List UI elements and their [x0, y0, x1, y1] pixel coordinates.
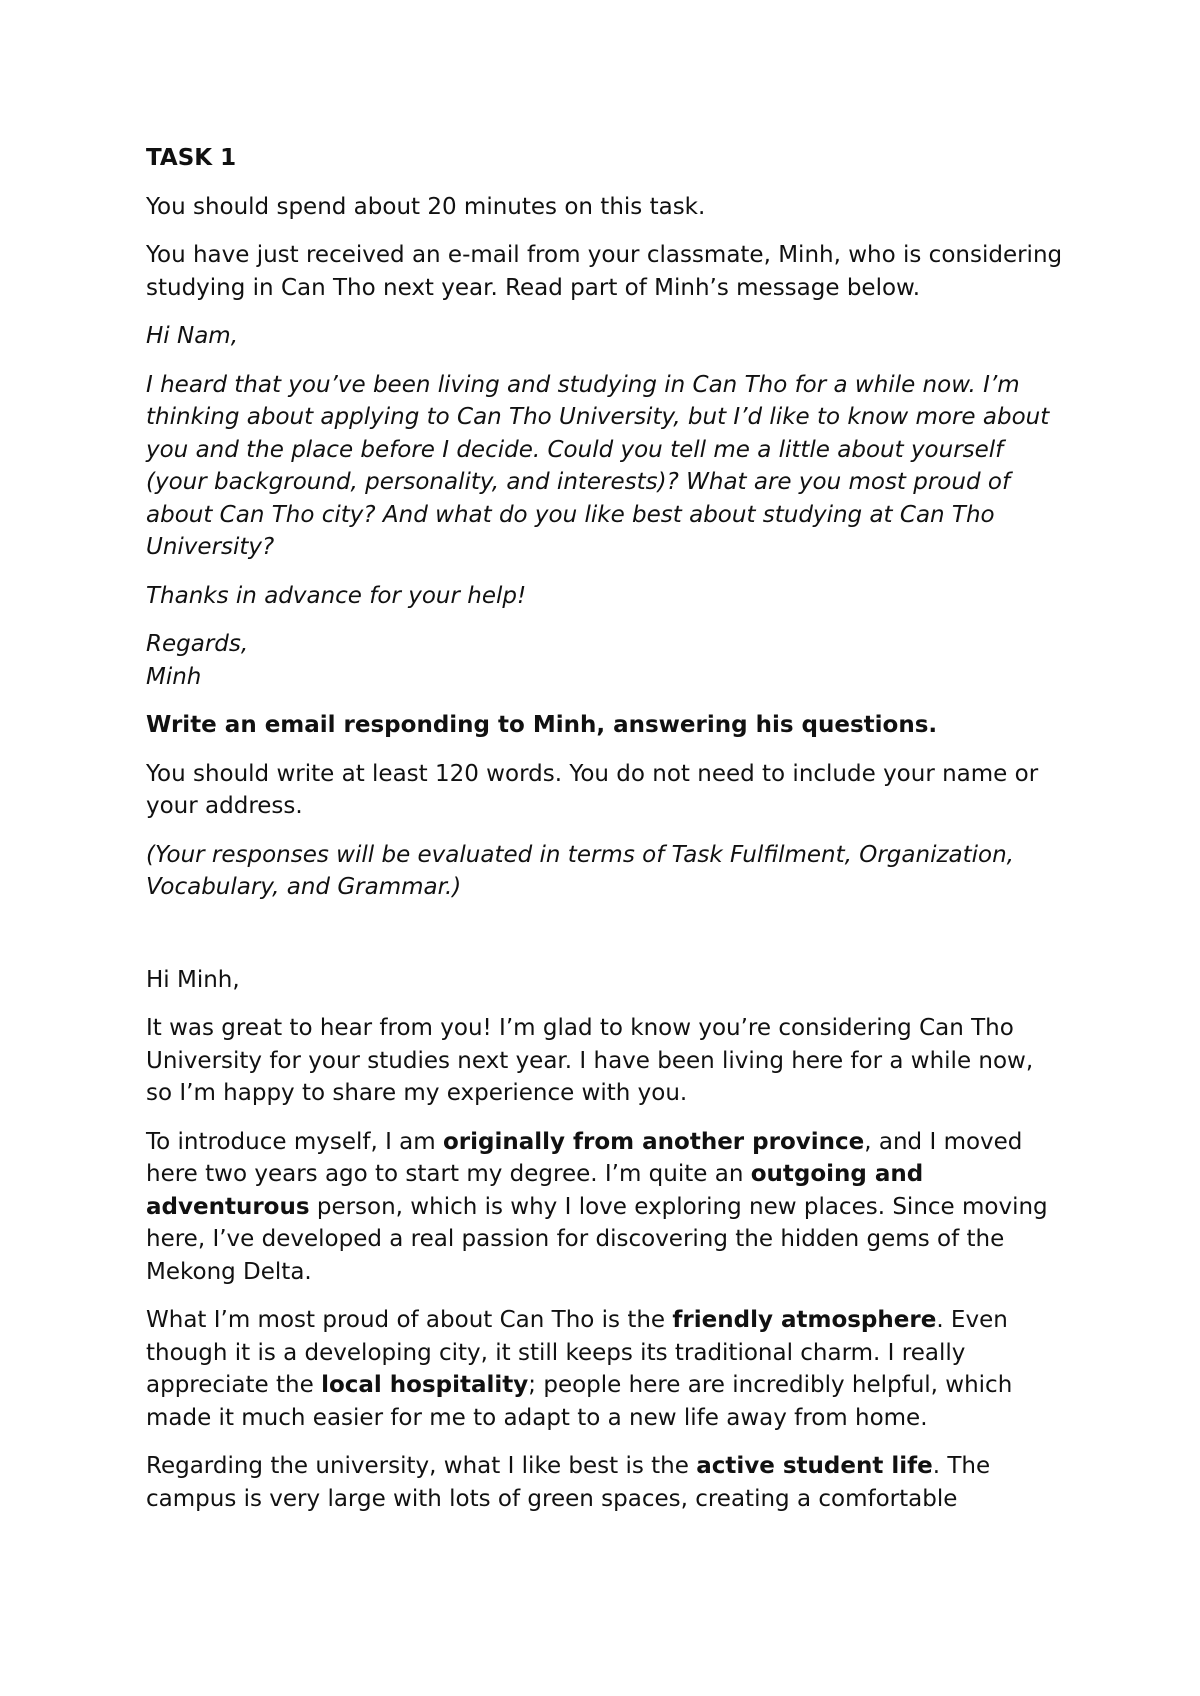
response-paragraph-3-text-2: . Even though it is a developing city, it still keeps its traditional charm. I really appreciate the [146, 1307, 1008, 1398]
response-paragraph-4-highlight-1: active student life [696, 1453, 933, 1479]
response-paragraph-3-text-3: ; people here are incredibly helpful, which made it much easier for me to adapt to a new life away from home. [146, 1372, 1013, 1431]
message-signoff [146, 628, 1066, 693]
message-closing: Regards, [146, 631, 249, 657]
response-paragraph-3 [146, 1304, 1066, 1434]
document-content [146, 142, 1066, 1531]
response-paragraph-2 [146, 1126, 1066, 1289]
writing-prompt: Write an email responding to Minh, answering his questions. [146, 712, 938, 738]
response-paragraph-2-highlight-2: outgoing and adventurous [146, 1161, 924, 1220]
response-paragraph-4-text-2: . The campus is very large with lots of green spaces, creating a comfortable [146, 1453, 991, 1512]
response-paragraph-3-highlight-1: friendly atmosphere [672, 1307, 937, 1333]
message-signature: Minh [146, 663, 202, 690]
section-gap [146, 920, 1066, 964]
response-paragraph-4 [146, 1450, 1066, 1515]
response-greeting: Hi Minh, [146, 966, 240, 993]
response-paragraph-4-text-1: Regarding the university, what I like best is the [146, 1453, 697, 1479]
response-paragraph-3-text-1: What I’m most proud of about Can Tho is the [146, 1307, 673, 1333]
response-paragraph-1: It was great to hear from you! I’m glad to know you’re considering Can Tho University for your studies next year. I have been living here for a while now, so I’m happy to share my experience with you. [146, 1015, 1034, 1106]
task-scenario: You have just received an e-mail from your classmate, Minh, who is considering studying in Can Tho next year. Read part of Minh’s message below. [146, 242, 1063, 301]
response-paragraph-2-text-1: To introduce myself, I am [146, 1128, 443, 1155]
task-title: TASK 1 [146, 145, 237, 171]
response-paragraph-2-highlight-1: originally from another province [442, 1128, 865, 1155]
response-paragraph-3-highlight-2: local hospitality [321, 1372, 529, 1398]
message-thanks: Thanks in advance for your help! [146, 582, 527, 609]
response-paragraph-2-text-2: , and I moved here two years ago to start my degree. I’m quite an [146, 1128, 1023, 1187]
message-body: I heard that you’ve been living and studying in Can Tho for a while now. I’m thinking about applying to Can Tho University, but I’d like to know more about you and the place before I decide. Could you tell me a little about yourself (your background, personality, and interests)? What are you most proud of about Can Tho city? And what do you like best about studying at Can Tho University? [146, 371, 1050, 560]
evaluation-note: (Your responses will be evaluated in terms of Task Fulfilment, Organization, Vocabulary, and Grammar.) [146, 841, 1014, 900]
time-instruction: You should spend about 20 minutes on this task. [146, 193, 706, 220]
response-paragraph-2-text-3: person, which is why I love exploring new places. Since moving here, I’ve developed a real passion for discovering the hidden gems of the Mekong Delta. [146, 1193, 1048, 1285]
word-count-instruction: You should write at least 120 words. You do not need to include your name or your address. [146, 760, 1039, 819]
message-greeting: Hi Nam, [146, 323, 239, 349]
